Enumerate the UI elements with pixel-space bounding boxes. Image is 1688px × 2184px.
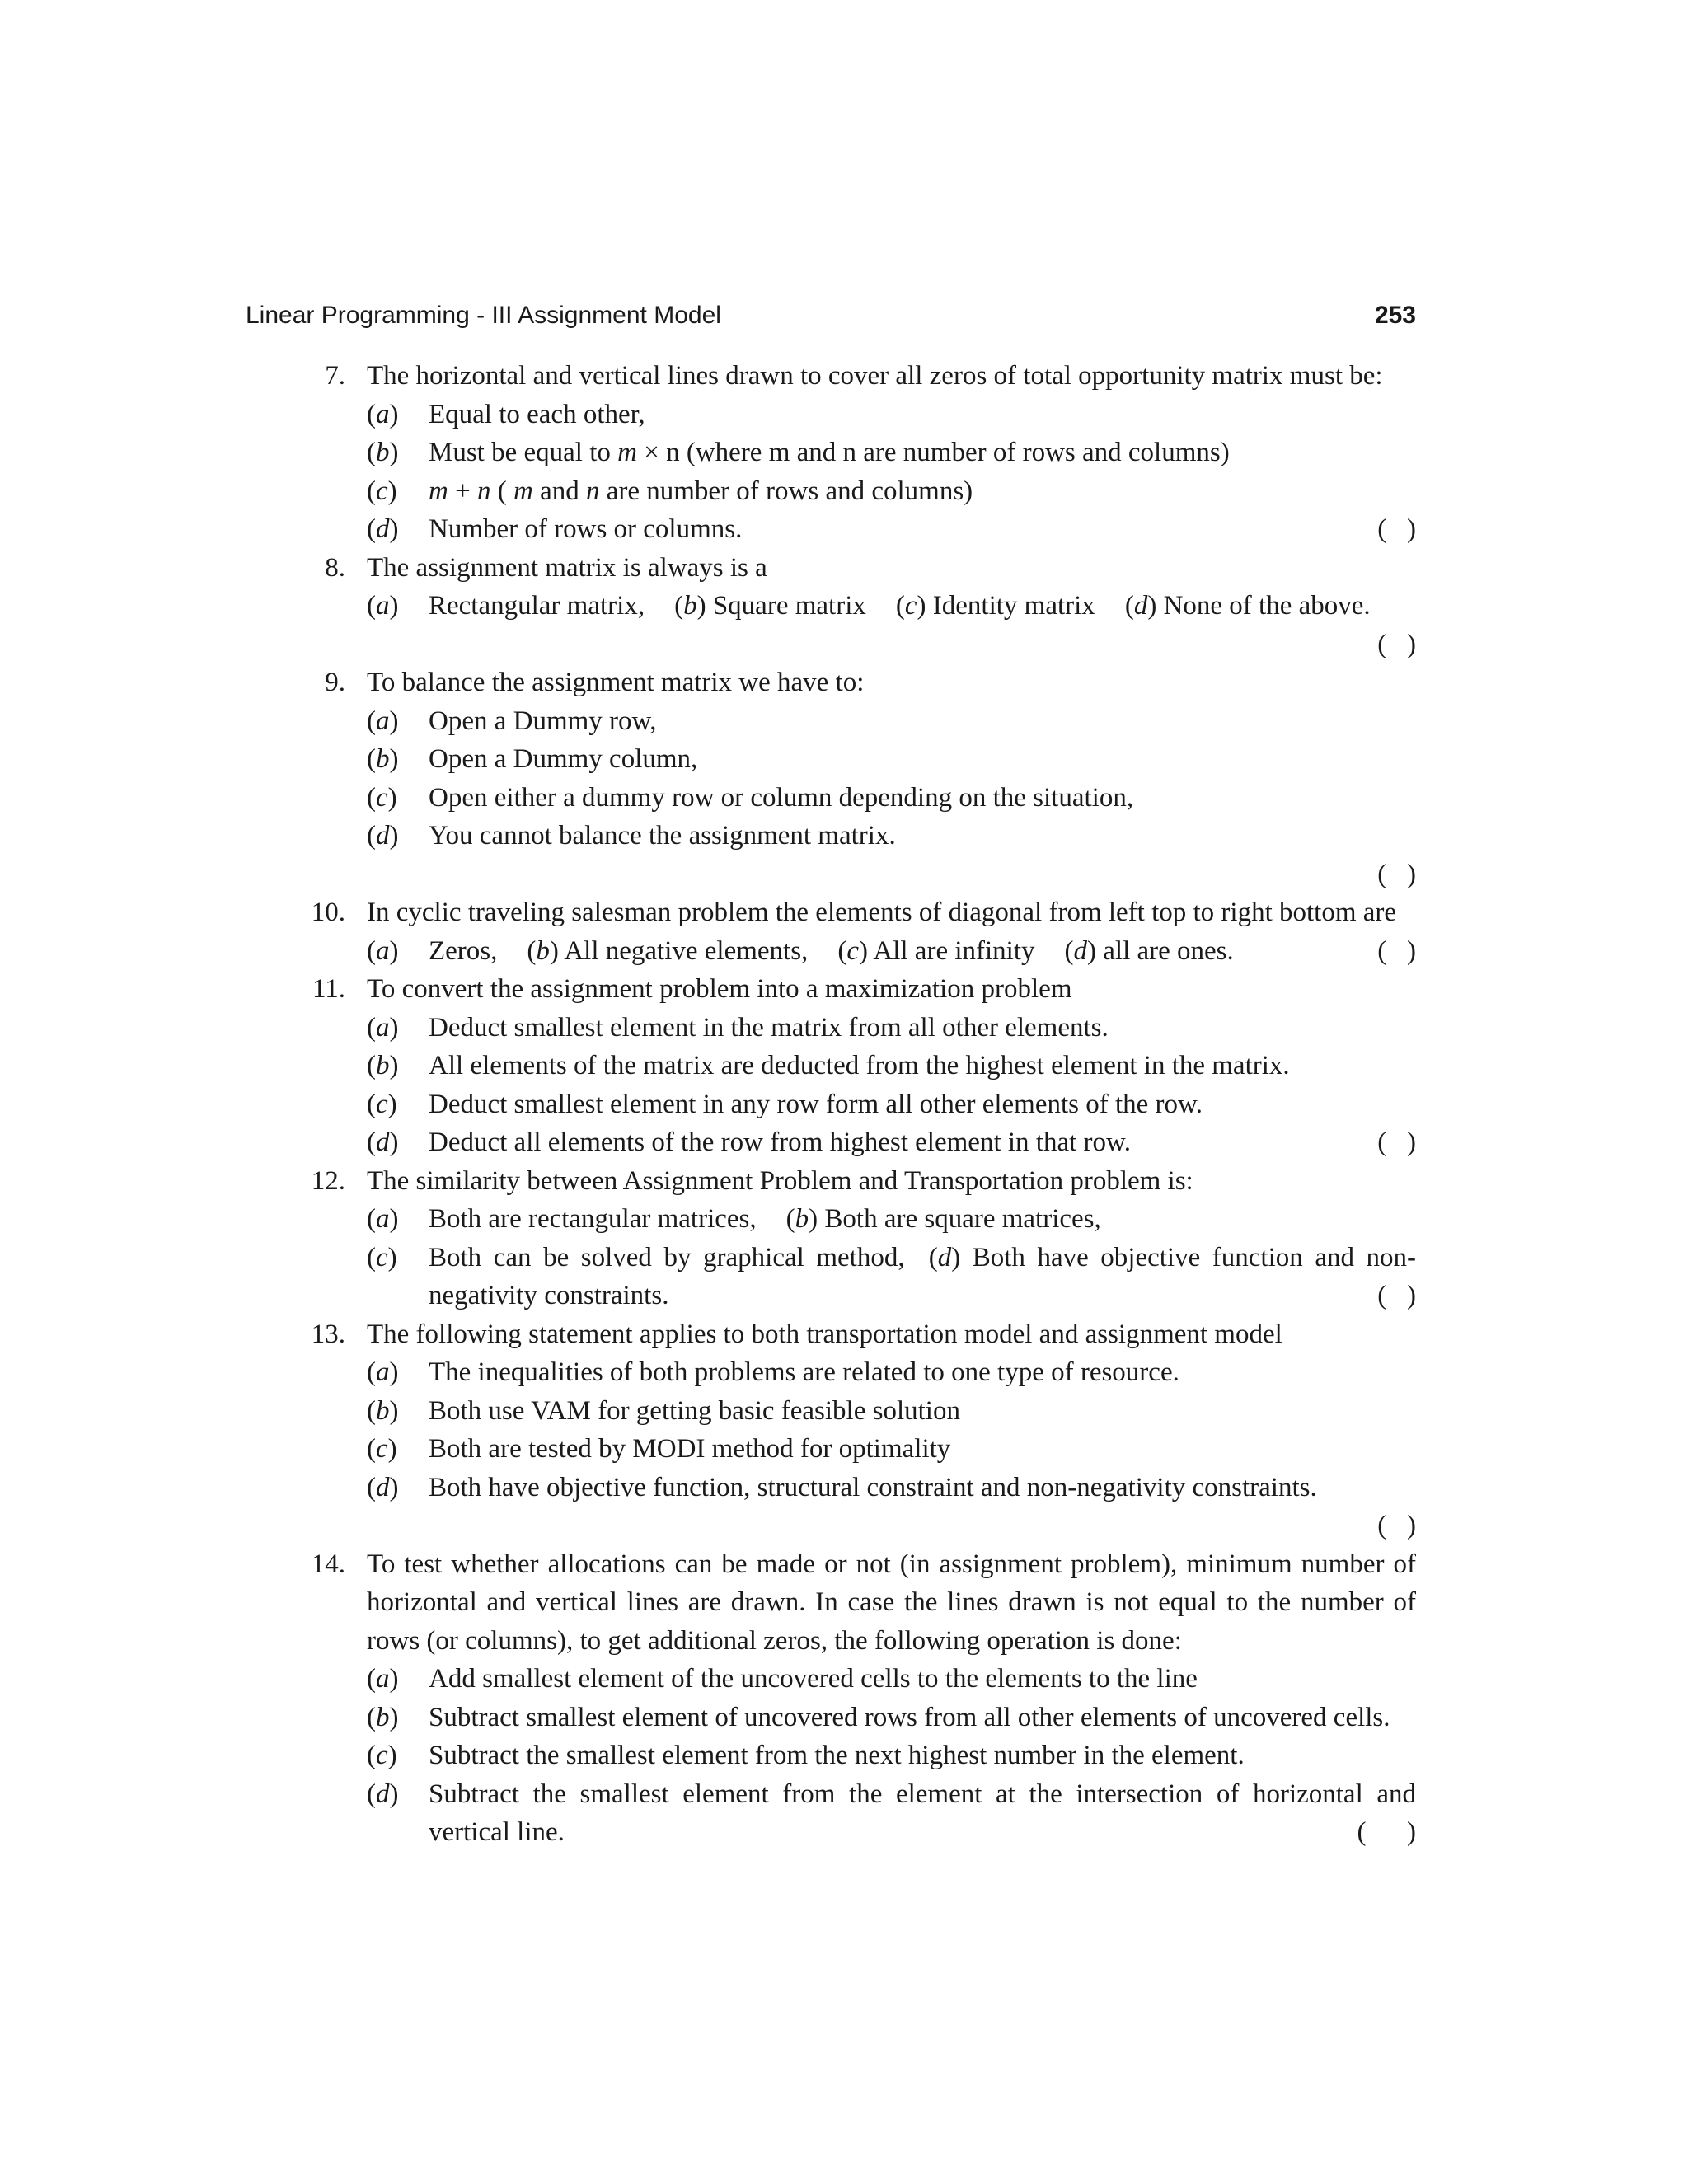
option-text: Number of rows or columns. xyxy=(429,514,743,544)
question-number: 8. xyxy=(325,552,345,583)
option-letter: (a) xyxy=(367,935,399,966)
question-number: 14. xyxy=(311,1549,345,1579)
option-letter: (a) xyxy=(367,1012,399,1043)
option-b xyxy=(367,1047,1416,1085)
question-text: To balance the assignment matrix we have to: xyxy=(367,668,865,697)
option-d: (d) None of the above. xyxy=(1124,591,1371,621)
question-14 xyxy=(301,1545,1416,1852)
option-letter: (d) xyxy=(367,514,399,544)
question-number: 12. xyxy=(311,1165,345,1196)
option-c xyxy=(367,1736,1416,1775)
option-d: (d) Both have objective function and non-negativity constraints. xyxy=(429,1242,1417,1310)
option-c xyxy=(367,779,1416,818)
option-a-text: Rectangular matrix, xyxy=(429,591,645,621)
option-text: Subtract the smallest element from the element at the intersection of horizontal and vertical line. xyxy=(429,1779,1416,1847)
option-c: (c) Identity matrix xyxy=(895,591,1095,621)
option-row xyxy=(367,587,1416,626)
option-letter: (c) xyxy=(367,1089,397,1119)
option-b xyxy=(367,740,1416,779)
option-b: (b) Square matrix xyxy=(674,591,866,621)
option-text: Both are tested by MODI method for optimality xyxy=(429,1434,951,1464)
option-letter: (b) xyxy=(367,744,399,774)
option-letter: (b) xyxy=(367,1051,399,1080)
option-text: You cannot balance the assignment matrix. xyxy=(429,821,896,851)
question-number: 9. xyxy=(325,668,345,697)
option-letter: (d) xyxy=(367,821,399,851)
answer-blank[interactable]: ( ) xyxy=(1377,935,1416,966)
option-text: Open a Dummy column, xyxy=(429,744,698,774)
answer-blank[interactable]: ( ) xyxy=(1377,1511,1416,1540)
question-number: 10. xyxy=(311,898,345,927)
question-text: The following statement applies to both transportation model and assignment model xyxy=(367,1319,1282,1349)
question-12 xyxy=(301,1162,1416,1315)
option-letter: (b) xyxy=(367,1702,399,1732)
option-letter: (d) xyxy=(367,1779,399,1809)
option-text: The inequalities of both problems are related to one type of resource. xyxy=(429,1357,1179,1387)
question-10 xyxy=(301,893,1416,970)
option-text: Subtract the smallest element from the next highest number in the element. xyxy=(429,1741,1245,1770)
option-letter: (c) xyxy=(367,1242,397,1272)
option-c-text: Both can be solved by graphical method, xyxy=(429,1242,905,1272)
page-header xyxy=(246,297,1416,335)
question-text: The similarity between Assignment Problem and Transportation problem is: xyxy=(367,1165,1193,1196)
option-row xyxy=(367,932,1416,971)
answer-blank[interactable]: ( ) xyxy=(1357,1817,1416,1847)
question-text: The horizontal and vertical lines drawn to cover all zeros of total opportunity matrix must be: xyxy=(367,361,1383,391)
option-text: Must be equal to m × n (where m and n are number of rows and columns) xyxy=(429,438,1230,467)
option-text: Deduct smallest element in any row form all other elements of the row. xyxy=(429,1089,1203,1119)
question-number: 11. xyxy=(312,974,345,1004)
option-text: Equal to each other, xyxy=(429,399,645,429)
question-text: The assignment matrix is always is a xyxy=(367,552,767,583)
option-b xyxy=(367,1699,1416,1737)
question-text: To convert the assignment problem into a maximization problem xyxy=(367,974,1072,1004)
option-text: All elements of the matrix are deducted from the highest element in the matrix. xyxy=(429,1051,1290,1080)
answer-blank[interactable]: ( ) xyxy=(1377,629,1416,659)
option-a xyxy=(367,1009,1416,1047)
option-row-cd xyxy=(367,1239,1416,1315)
question-list xyxy=(301,357,1416,1852)
question-7 xyxy=(301,357,1416,549)
option-letter: (c) xyxy=(367,1741,397,1770)
option-d xyxy=(367,1469,1416,1507)
option-d xyxy=(367,1775,1416,1852)
option-text: Deduct all elements of the row from highest element in that row. xyxy=(429,1127,1131,1157)
option-a xyxy=(367,702,1416,741)
option-d xyxy=(367,817,1416,855)
option-text: m + n ( m and n are number of rows and columns) xyxy=(429,476,973,506)
option-text: Open either a dummy row or column depending on the situation, xyxy=(429,782,1134,813)
running-head-title: Linear Programming - III Assignment Model xyxy=(246,302,721,329)
option-text: Subtract smallest element of uncovered rows from all other elements of uncovered cells. xyxy=(429,1702,1390,1732)
option-c: (c) All are infinity xyxy=(837,935,1035,966)
option-letter: (a) xyxy=(367,1204,399,1234)
answer-blank[interactable]: ( ) xyxy=(1377,1127,1416,1157)
option-letter: (a) xyxy=(367,1664,399,1694)
question-number: 13. xyxy=(311,1319,345,1349)
option-letter: (a) xyxy=(367,399,399,429)
option-letter: (b) xyxy=(367,1395,399,1426)
question-text: To test whether allocations can be made or not (in assignment problem), minimum number of horizontal and vertical lines are drawn. In case the lines drawn is not equal to the number of rows (or columns), to get additional zeros, the following operation is done: xyxy=(367,1549,1416,1656)
option-row-ab xyxy=(367,1200,1416,1239)
option-b: (b) Both are square matrices, xyxy=(785,1204,1101,1234)
option-d xyxy=(367,510,1416,549)
option-d xyxy=(367,1123,1416,1162)
option-text: Add smallest element of the uncovered cells to the elements to the line xyxy=(429,1664,1198,1694)
option-a xyxy=(367,396,1416,434)
option-b xyxy=(367,1392,1416,1431)
option-b xyxy=(367,434,1416,472)
option-letter: (b) xyxy=(367,438,399,467)
answer-blank[interactable]: ( ) xyxy=(1377,859,1416,889)
option-c xyxy=(367,472,1416,511)
option-text: Both use VAM for getting basic feasible solution xyxy=(429,1395,960,1426)
option-a-text: Both are rectangular matrices, xyxy=(429,1204,757,1234)
option-letter: (a) xyxy=(367,705,399,736)
page-number: 253 xyxy=(1374,302,1416,329)
option-letter: (a) xyxy=(367,1357,399,1387)
option-letter: (d) xyxy=(367,1472,399,1502)
option-text: Deduct smallest element in the matrix from all other elements. xyxy=(429,1012,1109,1043)
question-11 xyxy=(301,970,1416,1162)
option-text: Open a Dummy row, xyxy=(429,705,657,736)
option-letter: (c) xyxy=(367,1434,397,1464)
question-number: 7. xyxy=(325,361,345,391)
option-a-text: Zeros, xyxy=(429,935,498,966)
option-d: (d) all are ones. xyxy=(1064,935,1234,966)
option-letter: (a) xyxy=(367,591,399,621)
option-letter: (c) xyxy=(367,476,397,506)
question-9 xyxy=(301,663,1416,893)
answer-blank[interactable]: ( ) xyxy=(1377,514,1416,544)
option-b: (b) All negative elements, xyxy=(527,935,809,966)
option-c xyxy=(367,1085,1416,1124)
question-text: In cyclic traveling salesman problem the elements of diagonal from left top to right bottom are xyxy=(367,898,1397,927)
answer-blank[interactable]: ( ) xyxy=(1377,1281,1416,1310)
option-a xyxy=(367,1353,1416,1392)
option-c xyxy=(367,1430,1416,1469)
option-letter: (c) xyxy=(367,782,397,813)
option-a xyxy=(367,1660,1416,1699)
question-8 xyxy=(301,549,1416,664)
option-letter: (d) xyxy=(367,1127,399,1157)
option-text: Both have objective function, structural constraint and non-negativity constraints. xyxy=(429,1472,1317,1502)
question-13 xyxy=(301,1315,1416,1545)
